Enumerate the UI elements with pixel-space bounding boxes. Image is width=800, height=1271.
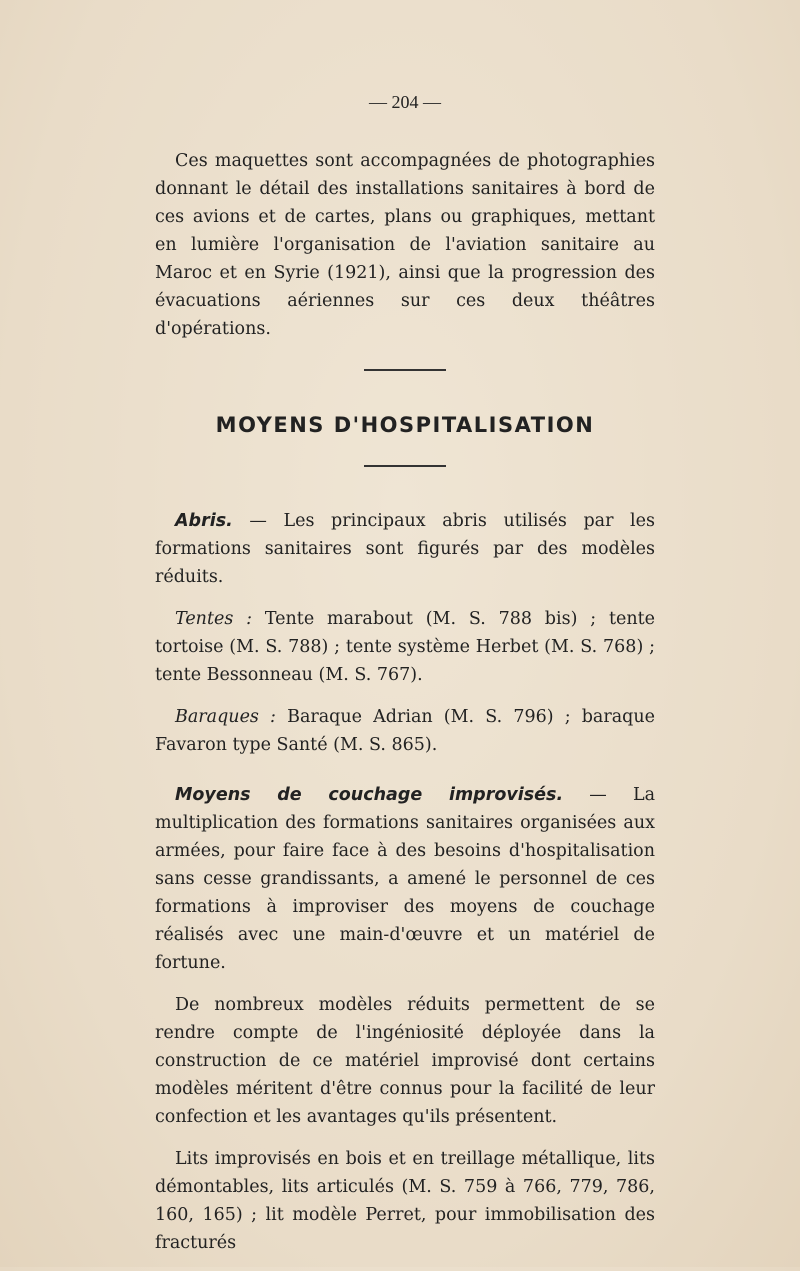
couchage-paragraph <box>155 781 655 977</box>
tentes-lead: Tentes : <box>175 609 253 629</box>
tentes-text: Tente marabout (M. S. 788 bis) ; tente tortoise (M. S. 788) ; tente système Herbet (M. S. 768) ; tente Bessonneau (M. S. 767). <box>155 609 655 685</box>
tentes-paragraph <box>155 605 655 689</box>
baraques-text: Baraque Adrian (M. S. 796) ; baraque Favaron type Santé (M. S. 865). <box>155 707 655 755</box>
abris-text: — Les principaux abris utilisés par les formations sanitaires sont figurés par des modèles réduits. <box>155 511 655 587</box>
baraques-paragraph <box>155 703 655 759</box>
abris-paragraph <box>155 507 655 591</box>
document-page <box>155 92 655 1271</box>
bottom-divider <box>364 465 446 467</box>
lits-paragraph: Lits improvisés en bois et en treillage métallique, lits démontables, lits articulés (M. S. 759 à 766, 779, 786, 160, 165) ; lit modèle Perret, pour immobilisation des fracturés <box>155 1149 655 1253</box>
top-divider <box>364 369 446 371</box>
baraques-lead: Baraques : <box>175 707 276 727</box>
couchage-lead: Moyens de couchage improvisés. <box>175 785 564 805</box>
modeles-paragraph: De nombreux modèles réduits permettent de se rendre compte de l'ingéniosité déployée dans la construction de ce matériel improvisé dont certains modèles méritent d'être connus pour la facilité de leur confection et les avantages qu'ils présentent. <box>155 995 655 1127</box>
intro-paragraph: Ces maquettes sont accompagnées de photographies donnant le détail des installations sanitaires à bord de ces avions et de cartes, plans ou graphiques, mettant en lumière l'organisation de l'aviation sanitaire au Maroc et en Syrie (1921), ainsi que la progression des évacuations aériennes sur ces deux théâtres d'opérations. <box>155 151 655 339</box>
page-number: — 204 — <box>369 92 441 112</box>
abris-lead: Abris. <box>175 511 233 531</box>
couchage-text: — La multiplication des formations sanitaires organisées aux armées, pour faire face à des besoins d'hospitalisation sans cesse grandissants, a amené le personnel de ces formations à improviser des moyens de couchage réalisés avec une main-d'œuvre et un matériel de fortune. <box>155 785 655 973</box>
section-title: MOYENS D'HOSPITALISATION <box>215 413 595 437</box>
